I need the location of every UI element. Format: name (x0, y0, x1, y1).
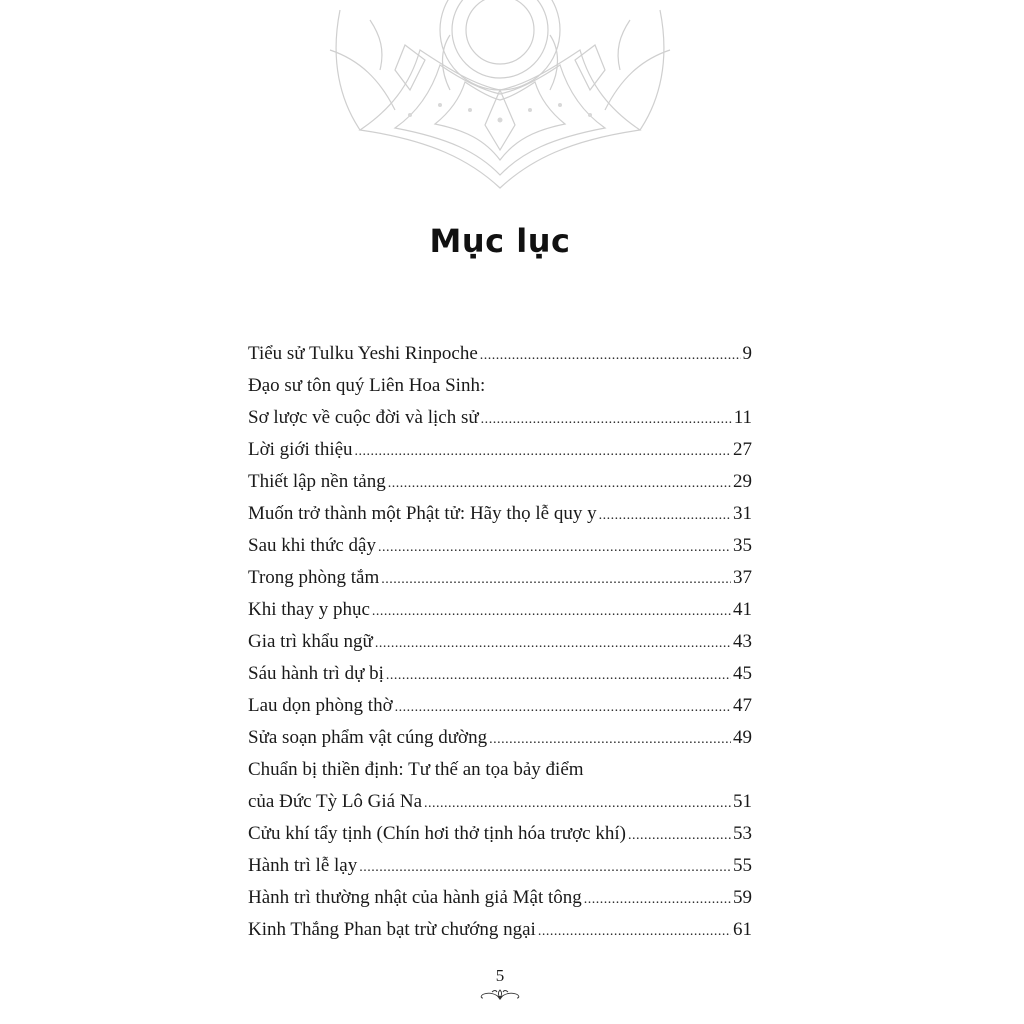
table-of-contents (248, 338, 752, 946)
toc-entry-title: Tiểu sử Tulku Yeshi Rinpoche (248, 343, 478, 364)
toc-entry[interactable] (248, 658, 752, 690)
toc-entry-title: Lau dọn phòng thờ (248, 695, 393, 716)
dot-leader (386, 660, 731, 692)
toc-entry-page: 55 (733, 855, 752, 876)
toc-entry[interactable] (248, 562, 752, 594)
toc-entry-title: Chuẩn bị thiền định: Tư thế an tọa bảy điểm (248, 759, 584, 780)
dot-leader (395, 692, 731, 724)
dot-leader (481, 404, 732, 436)
toc-entry-title: Sửa soạn phẩm vật cúng dường (248, 727, 488, 748)
toc-entry-page: 11 (733, 407, 752, 428)
toc-entry[interactable] (248, 914, 752, 946)
mandala-lotus-icon (300, 0, 700, 195)
toc-entry-page: 9 (742, 343, 752, 364)
flourish-icon (478, 986, 522, 1002)
toc-entry-page: 51 (733, 791, 752, 812)
toc-entry-title: Kinh Thắng Phan bạt trừ chướng ngại (248, 919, 536, 940)
toc-entry-title: Muốn trở thành một Phật tử: Hãy thọ lễ quy y (248, 503, 597, 524)
toc-entry-title: Thiết lập nền tảng (248, 471, 386, 492)
toc-entry-page: 43 (733, 631, 752, 652)
dot-leader (599, 500, 731, 532)
dot-leader (359, 852, 731, 884)
toc-entry-page: 29 (733, 471, 752, 492)
toc-entry[interactable] (248, 690, 752, 722)
dot-leader (489, 724, 731, 756)
dot-leader (375, 628, 731, 660)
toc-entry[interactable] (248, 850, 752, 882)
toc-entry-page: 61 (733, 919, 752, 940)
toc-entry-page: 49 (733, 727, 752, 748)
page-title: Mục lục (429, 222, 571, 260)
toc-entry-title: Khi thay y phục (248, 599, 370, 620)
toc-entry-title: Sau khi thức dậy (248, 535, 376, 556)
toc-entry[interactable] (248, 370, 752, 402)
toc-entry[interactable] (248, 594, 752, 626)
toc-entry-title: Đạo sư tôn quý Liên Hoa Sinh: (248, 375, 486, 396)
dot-leader (372, 596, 731, 628)
toc-entry-page: 35 (733, 535, 752, 556)
dot-leader (538, 916, 731, 948)
toc-entry[interactable] (248, 466, 752, 498)
dot-leader (355, 436, 731, 468)
toc-entry-page: 47 (733, 695, 752, 716)
dot-leader (628, 820, 731, 852)
toc-entry-page: 37 (733, 567, 752, 588)
dot-leader (480, 340, 741, 372)
toc-entry-title: Gia trì khẩu ngữ (248, 631, 373, 652)
toc-entry-page: 45 (733, 663, 752, 684)
toc-entry-title: Lời giới thiệu (248, 439, 353, 460)
toc-entry-page: 53 (733, 823, 752, 844)
toc-entry[interactable] (248, 498, 752, 530)
toc-entry[interactable] (248, 402, 752, 434)
toc-entry-title: Cửu khí tẩy tịnh (Chín hơi thở tịnh hóa trược khí) (248, 823, 626, 844)
toc-entry-page: 41 (733, 599, 752, 620)
page-number: 5 (495, 966, 505, 985)
toc-entry[interactable] (248, 818, 752, 850)
toc-entry-title: Sáu hành trì dự bị (248, 663, 384, 684)
toc-entry[interactable] (248, 338, 752, 370)
dot-leader (378, 532, 731, 564)
toc-entry-title: Trong phòng tắm (248, 567, 380, 588)
toc-entry-page: 59 (733, 887, 752, 908)
dot-leader (388, 468, 731, 500)
toc-entry-title: Hành trì lễ lạy (248, 855, 358, 876)
dot-leader (584, 884, 731, 916)
toc-entry-title: Hành trì thường nhật của hành giả Mật tông (248, 887, 582, 908)
dot-leader (381, 564, 731, 596)
dot-leader (424, 788, 731, 820)
toc-entry[interactable] (248, 434, 752, 466)
toc-entry[interactable] (248, 882, 752, 914)
toc-entry[interactable] (248, 786, 752, 818)
toc-entry-page: 27 (733, 439, 752, 460)
toc-entry-title: Sơ lược về cuộc đời và lịch sử (248, 407, 479, 428)
toc-entry-page: 31 (733, 503, 752, 524)
toc-entry-title: của Đức Tỳ Lô Giá Na (248, 791, 423, 812)
toc-entry[interactable] (248, 626, 752, 658)
toc-entry[interactable] (248, 722, 752, 754)
toc-entry[interactable] (248, 530, 752, 562)
toc-entry[interactable] (248, 754, 752, 786)
